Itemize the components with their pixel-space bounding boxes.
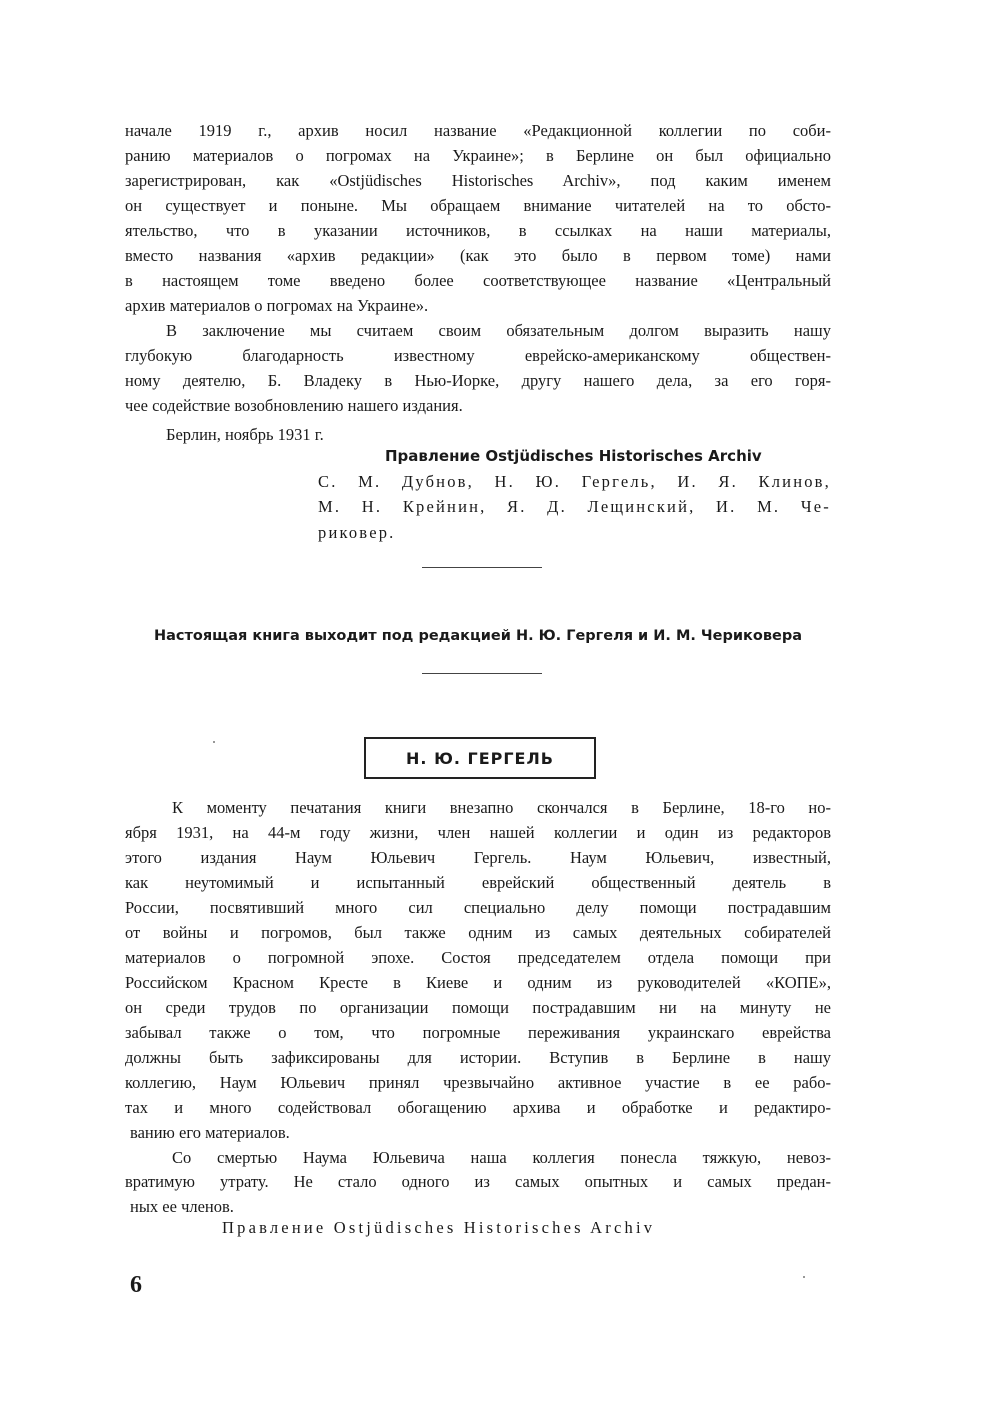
text-line: Российском Красном Кресте в Киеве и одним из руководителей «КОПЕ»,	[125, 973, 831, 992]
scan-speck	[213, 741, 215, 743]
text-line: тах и много содействовал обогащению архива и обработке и редактиро-	[125, 1098, 831, 1117]
text-line: в настоящем томе введено более соответствующее название «Центральный	[125, 271, 831, 290]
scan-speck	[803, 1276, 805, 1278]
text-line: ранию материалов о погромах на Украине»; в Берлине он был официально	[125, 146, 831, 165]
text-line: этого издания Наум Юльевич Гергель. Наум Юльевич, известный,	[125, 848, 831, 867]
text-line: ных ее членов.	[130, 1197, 234, 1216]
text-line: ванию его материалов.	[130, 1123, 290, 1142]
text-line: забывал также о том, что погромные переживания украинскаго еврейства	[125, 1023, 831, 1042]
text-line: архив материалов о погромах на Украине».	[125, 296, 429, 315]
text-line: ному деятелю, Б. Владеку в Нью-Иорке, другу нашего дела, за его горя-	[125, 371, 831, 390]
board-members-line: М. Н. Крейнин, Я. Д. Лещинский, И. М. Че-	[318, 497, 831, 516]
text-line: начале 1919 г., архив носил название «Редакционной коллегии по соби-	[125, 121, 831, 140]
text-line: как неутомимый и испытанный еврейский общественный деятель в	[125, 873, 831, 892]
text-line: вместо названия «архив редакции» (как это было в первом томе) нами	[125, 246, 831, 265]
editors-note: Настоящая книга выходит под редакцией Н. Ю. Гергеля и И. М. Чериковера	[153, 628, 803, 644]
page-number: 6	[130, 1272, 142, 1298]
obituary-signature: Правление Ostjüdisches Historisches Archiv	[222, 1218, 656, 1237]
text-line: коллегию, Наум Юльевич принял чрезвычайно активное участие в ее рабо-	[125, 1073, 831, 1092]
text-line: России, посвятивший много сил специально делу помощи пострадавшим	[125, 898, 831, 917]
text-line: от войны и погромов, был также одним из самых деятельных собирателей	[125, 923, 831, 942]
divider	[422, 567, 542, 568]
text-line: ября 1931, на 44-м году жизни, член нашей коллегии и один из редакторов	[125, 823, 831, 842]
board-title: Правление Ostjüdisches Historisches Archiv	[385, 447, 762, 465]
text-line: он среди трудов по организации помощи пострадавшим ни на минуту не	[125, 998, 831, 1017]
text-line: вратимую утрату. Не стало одного из самых опытных и самых предан-	[125, 1172, 831, 1191]
board-members-line: С. М. Дубнов, Н. Ю. Гергель, И. Я. Клинов,	[318, 472, 831, 491]
text-line: чее содействие возобновлению нашего издания.	[125, 396, 463, 415]
text-line: глубокую благодарность известному еврейско-американскому обществен-	[125, 346, 831, 365]
text-line: ятельство, что в указании источников, в ссылках на наши материалы,	[125, 221, 831, 240]
divider	[422, 673, 542, 674]
text-line: он существует и поныне. Мы обращаем внимание читателей на то обсто-	[125, 196, 831, 215]
place-date: Берлин, ноябрь 1931 г.	[166, 425, 324, 444]
text-line: К моменту печатания книги внезапно скончался в Берлине, 18-го но-	[172, 798, 831, 817]
board-members-line: риковер.	[318, 523, 396, 542]
text-line: должны быть зафиксированы для истории. Вступив в Берлине в нашу	[125, 1048, 831, 1067]
text-line: зарегистрирован, как «Ostjüdisches Historisches Archiv», под каким именем	[125, 171, 831, 190]
text-line: материалов о погромной эпохе. Состоя председателем отдела помощи при	[125, 948, 831, 967]
text-line: Со смертью Наума Юльевича наша коллегия понесла тяжкую, невоз-	[172, 1148, 831, 1167]
text-line: В заключение мы считаем своим обязательным долгом выразить нашу	[166, 321, 831, 340]
obituary-heading: Н. Ю. ГЕРГЕЛЬ	[406, 749, 554, 768]
obituary-heading-box	[364, 737, 596, 779]
